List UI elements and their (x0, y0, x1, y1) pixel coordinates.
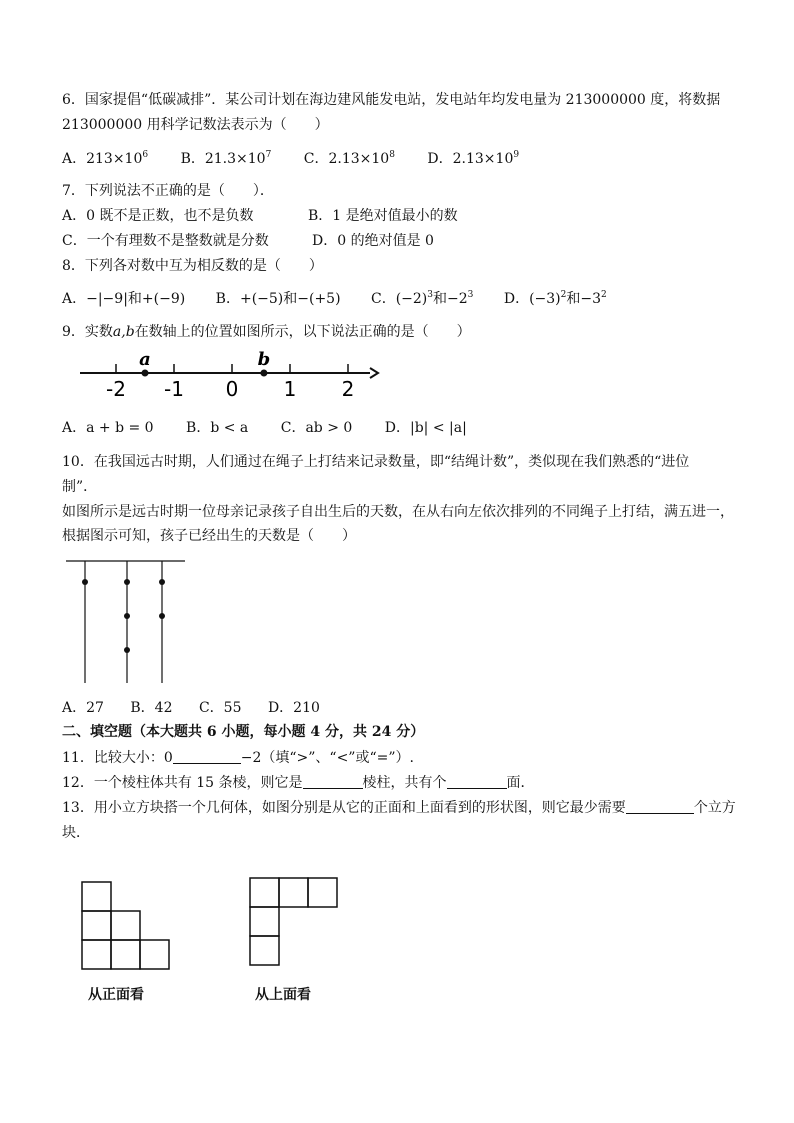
front-view-cube (111, 940, 140, 969)
section-2-heading: 二、填空题（本大题共 6 小题，每小题 4 分，共 24 分） (62, 724, 425, 740)
q8-option-b[interactable]: B．+(−5)和−(+5) (215, 291, 341, 307)
q6-option-d[interactable]: D．$2.13\times 10^9$ (427, 150, 520, 167)
q6-option-c[interactable]: C．$2.13\times 10^8$ (303, 150, 395, 167)
q11-answer-blank[interactable] (173, 749, 241, 764)
number-line-figure (70, 345, 390, 405)
top-view-figure (248, 876, 343, 968)
q7-option-b[interactable]: B．1 是绝对值最小的数 (308, 208, 458, 224)
axis-tick-label: 1 (283, 377, 297, 401)
q7-stem: 7．下列说法不正确的是（ ）． (62, 183, 274, 199)
top-view-label: 从上面看 (255, 987, 311, 1003)
q9-option-c[interactable]: C．ab > 0 (280, 420, 353, 436)
q12-answer-blank-1[interactable] (303, 774, 363, 789)
axis-tick-label: 0 (225, 377, 239, 401)
q7-option-a[interactable]: A．0 既不是正数，也不是负数 (62, 208, 254, 224)
rope-knot (82, 579, 88, 585)
q6-stem-line1: 6．国家提倡“低碳减排”．某公司计划在海边建风能发电站，发电站年均发电量为 213000000 度，将数据 (62, 92, 721, 108)
q7-option-c[interactable]: C．一个有理数不是整数就是分数 (62, 233, 269, 249)
q6-option-a[interactable]: A．$213\times 10^6$ (62, 150, 149, 167)
q6-options (62, 150, 519, 168)
q9-option-a[interactable]: A．a + b = 0 (62, 420, 154, 436)
q13-stem-line1: 13．用小立方块搭一个几何体，如图分别是从它的正面和上面看到的形状图，则它最少需要 个立方 (62, 800, 736, 816)
q10-option-c[interactable]: C．55 (198, 700, 242, 716)
front-view-cube (82, 882, 111, 911)
top-view-cell (279, 878, 308, 907)
front-view-label: 从正面看 (88, 987, 144, 1003)
rope-knot (159, 579, 165, 585)
q8-option-d[interactable]: D．$(-3)^2$和$-3^2$ (503, 290, 607, 307)
rope-knot (124, 647, 130, 653)
q10-option-a[interactable]: A．27 (62, 700, 104, 716)
q10-stem-line3: 如图所示是远古时期一位母亲记录孩子自出生后的天数，在从右向左依次排列的不同绳子上打结，满五进一， (62, 504, 734, 520)
q10-stem-line4: 根据图示可知，孩子已经出生的天数是（ ） (62, 528, 356, 544)
rope-knot (159, 613, 165, 619)
front-view-figure (80, 880, 175, 972)
front-view-cube (140, 940, 169, 969)
q10-stem-line2: 制”． (62, 479, 98, 495)
knot-rope-figure (64, 555, 194, 690)
q13-stem-line2: 块． (62, 825, 90, 841)
q9-option-b[interactable]: B．b < a (186, 420, 249, 436)
rope-knot (124, 579, 130, 585)
axis-tick-label: 2 (341, 377, 355, 401)
axis-arrow-icon (370, 368, 378, 378)
top-view-cell (308, 878, 337, 907)
q6-option-b[interactable]: B．$21.3\times 10^7$ (180, 150, 272, 167)
q13-answer-blank[interactable] (626, 799, 694, 814)
point-a (142, 370, 149, 377)
front-view-cube (111, 911, 140, 940)
point-b (260, 370, 267, 377)
top-view-cell (250, 907, 279, 936)
top-view-cell (250, 878, 279, 907)
q10-option-b[interactable]: B．42 (130, 700, 173, 716)
q12-answer-blank-2[interactable] (447, 774, 507, 789)
top-view-cell (250, 936, 279, 965)
q11-stem: 11．比较大小：0 −2（填“>”、“<”或“=”）. (62, 750, 414, 766)
q8-stem: 8．下列各对数中互为相反数的是（ ） (62, 258, 323, 274)
q10-options (62, 699, 320, 717)
q12-stem: 12．一个棱柱体共有 15 条棱，则它是 棱柱，共有个 面． (62, 775, 535, 791)
q8-option-c[interactable]: C．$(-2)^3$和$-2^3$ (371, 290, 474, 307)
front-view-cube (82, 940, 111, 969)
point-label-a: a (139, 349, 151, 370)
q6-stem-line2: 213000000 用科学记数法表示为（ ） (62, 117, 329, 133)
q9-option-d[interactable]: D．|b| < |a| (384, 420, 467, 436)
axis-tick-label: -1 (164, 377, 184, 401)
point-label-b: b (257, 349, 271, 370)
q8-option-a[interactable]: A．−|−9|和+(−9) (62, 291, 186, 307)
q10-stem-line1: 10．在我国远古时期，人们通过在绳子上打结来记录数量，即“结绳计数”，类似现在我们熟悉的“进位 (62, 454, 690, 470)
q9-options (62, 419, 467, 437)
rope-knot (124, 613, 130, 619)
q9-stem: 9．实数a,b在数轴上的位置如图所示，以下说法正确的是（ ） (62, 324, 471, 340)
front-view-cube (82, 911, 111, 940)
q7-option-d[interactable]: D．0 的绝对值是 0 (312, 233, 434, 249)
q8-options (62, 290, 607, 308)
q10-option-d[interactable]: D．210 (267, 700, 320, 716)
axis-tick-label: -2 (106, 377, 126, 401)
